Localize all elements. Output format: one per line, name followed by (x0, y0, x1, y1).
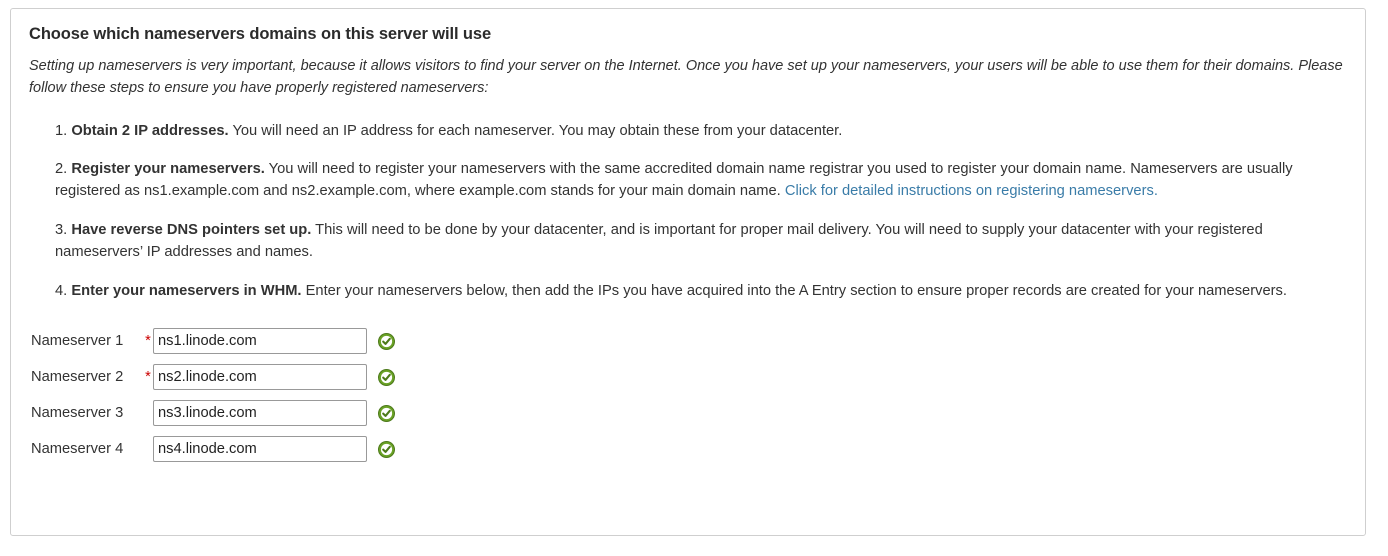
nameserver-2-row (29, 362, 1347, 392)
step-item (55, 219, 1347, 264)
nameserver-1-row (29, 326, 1347, 356)
nameservers-panel (10, 8, 1366, 536)
step-body: You will need to register your nameservers with the same accredited domain name registrar you used to register your domain name. Nameservers are usually registered as ns1.example.com and ns2.example.com, where example.com stands for your main domain name. (55, 160, 1293, 200)
step-lead: Obtain 2 IP addresses. (71, 122, 229, 139)
step-number: 2. (55, 160, 68, 177)
intro-paragraph: Setting up nameservers is very important, because it allows visitors to find your server on the Internet. Once you have set up your nameservers, your users will be able to use them for their domains. Please follow these steps to ensure you have properly registered nameservers: (29, 58, 1343, 96)
required-asterisk: * (145, 333, 151, 350)
nameserver-3-input[interactable] (153, 400, 367, 426)
registering-nameservers-link[interactable]: Click for detailed instructions on registering nameservers. (784, 183, 1158, 200)
nameserver-4-label: Nameserver 4 (31, 441, 124, 458)
steps-list (29, 120, 1347, 303)
step-number: 3. (55, 221, 68, 238)
step-lead: Enter your nameservers in WHM. (71, 282, 302, 299)
step-number: 1. (55, 122, 68, 139)
nameserver-2-label: Nameserver 2 (31, 369, 124, 386)
step-lead: Register your nameservers. (71, 160, 265, 177)
nameserver-1-label: Nameserver 1 (31, 333, 124, 350)
step-body: Enter your nameservers below, then add the IPs you have acquired into the A Entry section to ensure proper records are created for your nameservers. (301, 282, 1287, 299)
required-asterisk: * (145, 369, 151, 386)
valid-check-icon (378, 441, 395, 458)
valid-check-icon (378, 405, 395, 422)
step-item (55, 158, 1347, 203)
nameserver-4-row (29, 434, 1347, 464)
page-title: Choose which nameservers domains on this server will use (29, 25, 492, 43)
step-item (55, 280, 1347, 302)
step-body: You will need an IP address for each nameserver. You may obtain these from your datacenter. (228, 122, 843, 139)
step-body: This will need to be done by your datacenter, and is important for proper mail delivery. You will need to supply your datacenter with your registered nameservers’ IP addresses and names. (55, 221, 1263, 261)
nameserver-1-input[interactable] (153, 328, 367, 354)
step-lead: Have reverse DNS pointers set up. (71, 221, 312, 238)
valid-check-icon (378, 369, 395, 386)
nameserver-3-label: Nameserver 3 (31, 405, 124, 422)
nameserver-2-input[interactable] (153, 364, 367, 390)
step-number: 4. (55, 282, 68, 299)
valid-check-icon (378, 333, 395, 350)
step-item (55, 120, 1347, 142)
nameserver-3-row (29, 398, 1347, 428)
nameserver-4-input[interactable] (153, 436, 367, 462)
nameserver-fields (29, 326, 1347, 464)
